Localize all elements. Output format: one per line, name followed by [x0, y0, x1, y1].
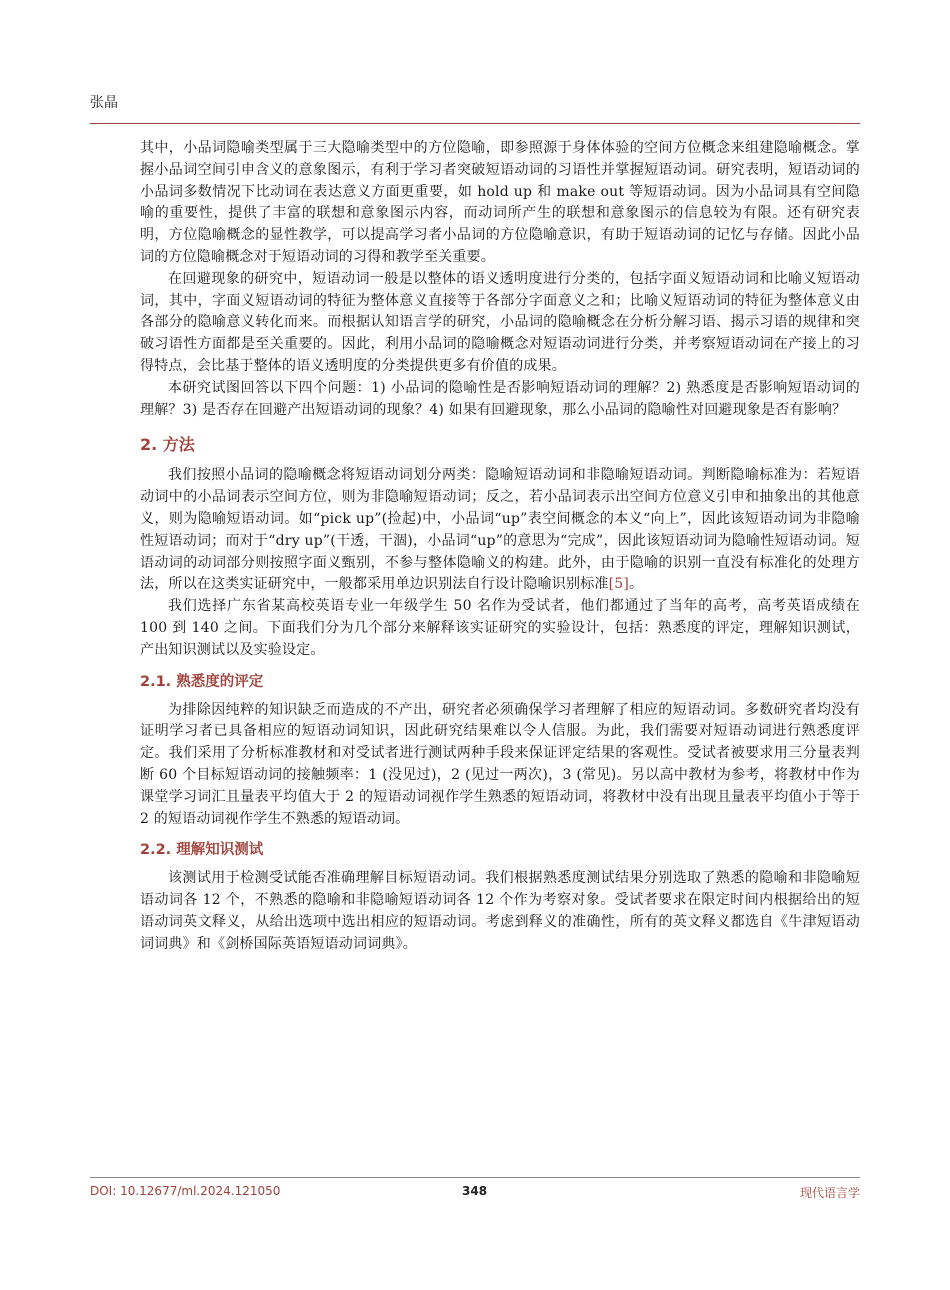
article-body — [140, 138, 860, 956]
paragraph-7: 该测试用于检测受试能否准确理解目标短语动词。我们根据熟悉度测试结果分别选取了熟悉的隐喻和非隐喻短语动词各 12 个，不熟悉的隐喻和非隐喻短语动词各 12 个作为考察对象。受试者要求在限定时间内根据给出的短语动词英文释义，从给出选项中选出相应的短语动词。考虑到释义的准确性，所有的英文释义都选自《牛津短语动词词典》和《剑桥国际英语短语动词词典》。 — [140, 870, 860, 952]
paragraph-6: 为排除因纯粹的知识缺乏而造成的不产出，研究者必须确保学习者理解了相应的短语动词。多数研究者均没有证明学习者已具备相应的短语动词知识，因此研究结果难以令人信服。为此，我们需要对短语动词进行熟悉度评定。我们采用了分析标准教材和对受试者进行测试两种手段来保证评定结果的客观性。受试者被要求用三分量表判断 60 个目标短语动词的接触频率：1 (没见过)，2 (见过一两次)，3 (常见)。另以高中教材为参考，将教材中作为课堂学习词汇且量表平均值大于 2 的短语动词视作学生熟悉的短语动词，将教材中没有出现且量表平均值小于等于 2 的短语动词视作学生不熟悉的短语动词。 — [140, 701, 860, 827]
header-divider — [90, 123, 860, 124]
paragraph-3: 本研究试图回答以下四个问题：1) 小品词的隐喻性是否影响短语动词的理解？2) 熟悉度是否影响短语动词的理解？3) 是否存在回避产出短语动词的现象？4) 如果有回避现象，那么小品词的隐喻性对回避现象是否有影响？ — [140, 379, 860, 418]
section-2-1-heading: 2.1. 熟悉度的评定 — [140, 673, 264, 690]
running-header-author: 张晶 — [90, 95, 118, 111]
section-2-2-heading: 2.2. 理解知识测试 — [140, 842, 264, 859]
paragraph-4-end: 。 — [629, 576, 644, 593]
footer-divider — [90, 1177, 860, 1178]
citation-link[interactable]: [5] — [608, 576, 630, 593]
section-2-heading: 2. 方法 — [140, 435, 195, 455]
paragraph-5: 我们选择广东省某高校英语专业一年级学生 50 名作为受试者，他们都通过了当年的高考，高考英语成绩在 100 到 140 之间。下面我们分为几个部分来解释该实证研究的实验设计，包括：熟悉度的评定，理解知识测试，产出知识测试以及实验设定。 — [140, 598, 860, 658]
footer-page-number: 348 — [462, 1184, 488, 1198]
footer-journal-name[interactable]: 现代语言学 — [799, 1186, 860, 1200]
footer-doi-link[interactable]: DOI: 10.12677/ml.2024.121050 — [90, 1184, 281, 1198]
paragraph-4 — [140, 465, 860, 596]
paragraph-2: 在回避现象的研究中，短语动词一般是以整体的语义透明度进行分类的，包括字面义短语动词和比喻义短语动词，其中，字面义短语动词的特征为整体意义直接等于各部分字面意义之和；比喻义短语动词的特征为整体意义由各部分的隐喻意义转化而来。而根据认知语言学的研究，小品词的隐喻概念在分析分解习语、揭示习语的规律和突破习语性方面都是至关重要的。因此，利用小品词的隐喻概念对短语动词进行分类，并考察短语动词在产接上的习得特点，会比基于整体的语义透明度的分类提供更多有价值的成果。 — [140, 270, 860, 374]
paragraph-4-text: 我们按照小品词的隐喻概念将短语动词划分两类：隐喻短语动词和非隐喻短语动词。判断隐喻标准为：若短语动词中的小品词表示空间方位，则为非隐喻短语动词；反之，若小品词表示出空间方位意义引申和抽象出的其他意义，则为隐喻短语动词。如“pick up”(捡起)中，小品词“up”表空间概念的本义“向上”，因此该短语动词为非隐喻性短语动词；而对于“dry up”(干透，干涸)，小品词“up”的意思为“完成”，因此该短语动词为隐喻性短语动词。短语动词的动词部分则按照字面义甄别，不参与整体隐喻义的构建。此外，由于隐喻的识别一直没有标准化的处理方法，所以在这类实证研究中，一般都采用单边识别法自行设计隐喻识别标准 — [140, 467, 860, 593]
paragraph-1: 其中，小品词隐喻类型属于三大隐喻类型中的方位隐喻，即参照源于身体体验的空间方位概念来组建隐喻概念。掌握小品词空间引申含义的意象图示，有利于学习者突破短语动词的习语性并掌握短语动词。研究表明，短语动词的小品词多数情况下比动词在表达意义方面更重要，如 hold up 和 make out 等短语动词。因为小品词具有空间隐喻的重要性，提供了丰富的联想和意象图示内容，而动词所产生的联想和意象图示的信息较为有限。还有研究表明，方位隐喻概念的显性教学，可以提高学习者小品词的方位隐喻意识，有助于短语动词的记忆与存储。因此小品词的方位隐喻概念对于短语动词的习得和教学至关重要。 — [140, 140, 860, 265]
